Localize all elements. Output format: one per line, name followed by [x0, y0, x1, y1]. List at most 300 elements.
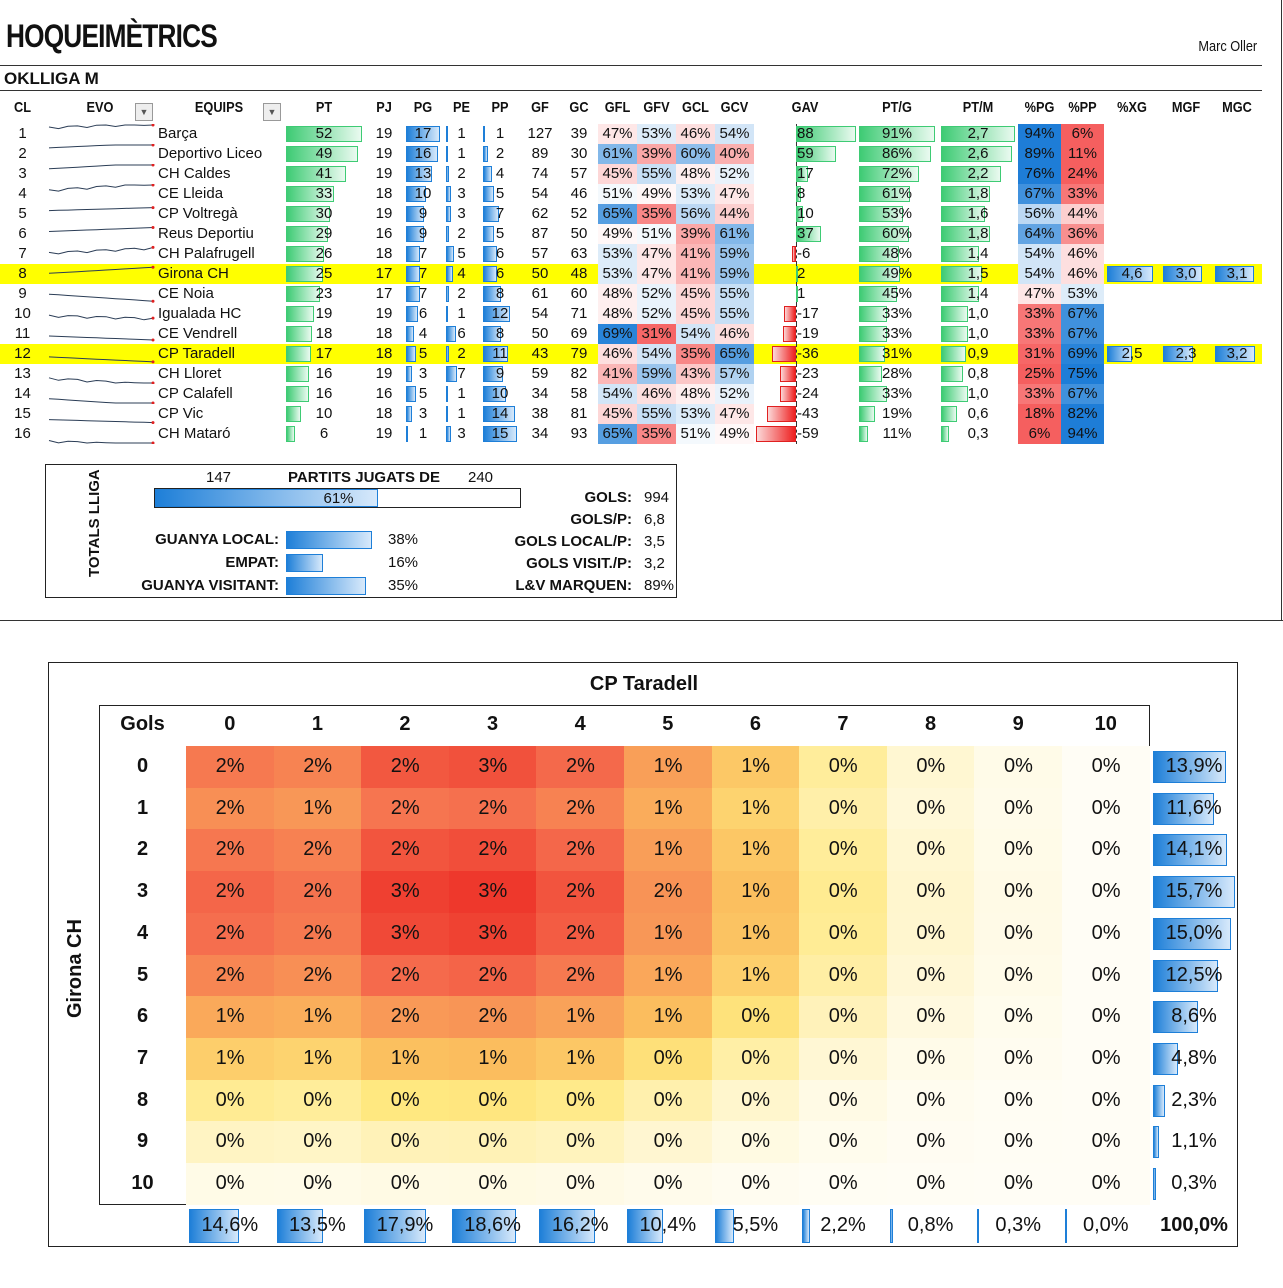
heatmap-cell: 1%: [624, 955, 712, 997]
heatmap-cell: 0%: [799, 1163, 887, 1205]
column-header-gcl[interactable]: GCL: [682, 99, 709, 116]
column-header-pp[interactable]: %PP: [1068, 99, 1097, 116]
losses: [480, 184, 520, 204]
team-name[interactable]: Reus Deportiu: [158, 225, 254, 242]
draws-value: 1: [457, 145, 466, 162]
goal-difference-bar: [780, 386, 796, 402]
heatmap-cell: 0%: [799, 829, 887, 871]
points-value: 19: [315, 305, 333, 322]
column-header-cl[interactable]: CL: [14, 99, 31, 116]
points-per-game: [856, 184, 938, 204]
draws: [443, 424, 480, 444]
col-total-value: 18,6%: [464, 1213, 521, 1236]
points-per-game-value: 53%: [881, 205, 913, 222]
heatmap-cell: 0%: [361, 1163, 449, 1205]
draws: [443, 204, 480, 224]
played: 16: [375, 385, 393, 402]
points-per-game-bar: [859, 366, 882, 382]
draw-value: 16%: [388, 554, 419, 571]
points: [283, 164, 365, 184]
played: 19: [375, 205, 393, 222]
equips-filter-dropdown[interactable]: ▼: [263, 103, 281, 121]
column-header-gfv[interactable]: GFV: [643, 99, 670, 116]
column-header-gcv[interactable]: GCV: [720, 99, 749, 116]
losses-bar: [483, 226, 494, 242]
played: 19: [375, 305, 393, 322]
home-goals-for-pct: 41%: [598, 364, 637, 384]
row-goals-header: 1: [136, 796, 149, 819]
col-total: [1062, 1205, 1150, 1247]
col-total-value: 5,5%: [732, 1213, 779, 1236]
home-win-bar: [286, 531, 372, 549]
heatmap-cell: 0%: [887, 913, 975, 955]
heatmap-cell: 0%: [887, 1038, 975, 1080]
goal-difference-value: 37: [797, 225, 814, 242]
team-name[interactable]: Barça: [158, 125, 198, 142]
points: [283, 124, 365, 144]
wins-value: 13: [414, 165, 432, 182]
points-per-match-bar: [941, 386, 968, 402]
draws: [443, 224, 480, 244]
points: [283, 344, 365, 364]
goal-difference: [754, 304, 856, 324]
draws-bar: [446, 226, 449, 242]
heatmap-cell: 1%: [536, 1038, 624, 1080]
avg-goals-for: [1160, 344, 1212, 364]
loss-pct: 6%: [1061, 124, 1104, 144]
team-name[interactable]: Igualada HC: [158, 305, 242, 322]
goals-against: 93: [570, 425, 588, 442]
wins-value: 7: [418, 245, 428, 262]
draws-bar: [446, 346, 449, 362]
loss-pct: 69%: [1061, 344, 1104, 364]
losses-value: 9: [495, 365, 505, 382]
goal-difference: [754, 424, 856, 444]
points-per-game: [856, 304, 938, 324]
points-per-match: [938, 224, 1018, 244]
column-header-mgc[interactable]: MGC: [1222, 99, 1252, 116]
wins: [403, 364, 443, 384]
points-per-match: [938, 424, 1018, 444]
column-header-gfl[interactable]: GFL: [604, 99, 631, 116]
points-value: 10: [315, 405, 333, 422]
win-pct: 67%: [1018, 184, 1061, 204]
away-goals-for-pct: 39%: [637, 144, 676, 164]
column-header-gf[interactable]: GF: [531, 99, 549, 116]
draw-label: EMPAT:: [225, 554, 279, 571]
away-goals-against-pct: 57%: [715, 364, 754, 384]
losses-value: 2: [495, 145, 505, 162]
win-pct: 33%: [1018, 304, 1061, 324]
goals-for: 34: [531, 425, 549, 442]
col-total-value: 2,2%: [820, 1213, 866, 1236]
row-total: [1152, 1038, 1236, 1080]
author: Marc Oller: [1198, 38, 1257, 55]
column-header-ptm[interactable]: PT/M: [962, 99, 994, 116]
stat-value: 994: [644, 489, 670, 506]
points-per-match-value: 1,5: [967, 265, 989, 282]
draws: [443, 284, 480, 304]
column-header-pt[interactable]: PT: [315, 99, 333, 116]
points-per-game-value: 33%: [881, 385, 913, 402]
evolution-sparkline: [45, 324, 155, 344]
heatmap-cell: 0%: [712, 1121, 800, 1163]
table-row: [0, 404, 1262, 424]
evo-filter-dropdown[interactable]: ▼: [135, 103, 153, 121]
team-name[interactable]: CP Calafell: [158, 385, 233, 402]
heatmap-cell: 0%: [712, 1080, 800, 1122]
heatmap-cell: 2%: [186, 829, 274, 871]
col-total-value: 14,6%: [201, 1213, 259, 1236]
heatmap-cell: 0%: [1062, 955, 1150, 997]
col-total-value: 13,5%: [289, 1213, 346, 1236]
row-total-value: 4,8%: [1171, 1046, 1217, 1069]
wins: [403, 384, 443, 404]
goal-difference: [754, 144, 856, 164]
wins-value: 4: [418, 325, 428, 342]
heatmap-cell: 2%: [274, 746, 362, 788]
home-goals-against-pct: 46%: [676, 124, 715, 144]
heatmap-cell: 0%: [1062, 1121, 1150, 1163]
losses: [480, 364, 520, 384]
points-per-game-value: 28%: [881, 365, 913, 382]
draws-bar: [446, 186, 451, 202]
evolution-sparkline: [45, 424, 155, 444]
heatmap-cell: 0%: [887, 829, 975, 871]
points-per-match-value: 2,7: [967, 125, 989, 142]
points-bar: [286, 326, 312, 342]
wins: [403, 144, 443, 164]
points-per-match-value: 0,9: [967, 345, 989, 362]
draws-value: 2: [457, 345, 466, 362]
row-total: [1152, 913, 1236, 955]
stat-value: 89%: [644, 577, 675, 594]
heatmap-cell: 0%: [1062, 996, 1150, 1038]
wins-value: 3: [418, 365, 428, 382]
goals-for: 50: [531, 325, 549, 342]
points-per-match: [938, 144, 1018, 164]
points-per-game-value: 33%: [881, 305, 913, 322]
evolution-sparkline: [45, 124, 155, 144]
points-per-match-value: 1,8: [967, 185, 989, 202]
team-name[interactable]: CP Vic: [158, 405, 204, 422]
rank: 15: [14, 405, 31, 422]
wins: [403, 324, 443, 344]
panel-border: [0, 620, 1283, 621]
heatmap-cell: 0%: [186, 1121, 274, 1163]
wins-bar: [406, 266, 420, 282]
points-per-match-value: 1,6: [967, 205, 989, 222]
points: [283, 224, 365, 244]
table-row: [0, 364, 1262, 384]
points: [283, 364, 365, 384]
stat-value: 3,2: [644, 555, 665, 572]
points-per-game-value: 45%: [881, 285, 913, 302]
home-goals-against-pct: 43%: [676, 364, 715, 384]
points: [283, 204, 365, 224]
heatmap-cell: 0%: [887, 1121, 975, 1163]
team-name[interactable]: CE Lleida: [158, 185, 224, 202]
goal-difference-bar: [784, 306, 796, 322]
col-total-bar: [977, 1209, 979, 1243]
draws: [443, 304, 480, 324]
avg-goals-against-value: 3,1: [1226, 265, 1248, 282]
column-header-xg[interactable]: %XG: [1117, 99, 1147, 116]
wins-value: 16: [414, 145, 432, 162]
points-value: 18: [315, 325, 333, 342]
rank: 9: [18, 285, 27, 302]
away-goals-against-pct: 59%: [715, 264, 754, 284]
away-goals-for-pct: 53%: [637, 124, 676, 144]
points-per-match: [938, 324, 1018, 344]
table-row: [0, 344, 1262, 364]
column-header-pe[interactable]: PE: [452, 99, 470, 116]
points-value: 26: [315, 245, 333, 262]
points-per-match: [938, 304, 1018, 324]
heatmap-cell: 2%: [361, 788, 449, 830]
evolution-sparkline: [45, 184, 155, 204]
heatmap-cell: 2%: [536, 913, 624, 955]
points-bar: [286, 346, 311, 362]
goals-for: 127: [527, 125, 553, 142]
wins-bar: [406, 246, 420, 262]
table-row: [0, 424, 1262, 444]
rank: 3: [18, 165, 27, 182]
column-header-evo[interactable]: EVO: [86, 99, 114, 116]
matches-label: PARTITS JUGATS DE: [288, 469, 440, 486]
goals-against: 60: [570, 285, 588, 302]
losses-bar: [483, 186, 494, 202]
win-pct: 33%: [1018, 384, 1061, 404]
losses: [480, 324, 520, 344]
column-header-mgf[interactable]: MGF: [1171, 99, 1201, 116]
heatmap-corner-label: Gols: [120, 713, 165, 736]
team-name[interactable]: Deportivo Liceo: [158, 145, 263, 162]
heatmap-cell: 0%: [799, 1038, 887, 1080]
away-goals-against-pct: 52%: [715, 384, 754, 404]
home-goals-against-pct: 39%: [676, 224, 715, 244]
goal-difference: [754, 364, 856, 384]
goals-against: 71: [570, 305, 588, 322]
column-header-pg[interactable]: PG: [413, 99, 433, 116]
losses-value: 15: [491, 425, 509, 442]
progress-label: 61%: [323, 490, 354, 507]
heatmap-cell: 1%: [624, 829, 712, 871]
row-total-value: 15,0%: [1165, 921, 1223, 944]
draws-bar: [446, 206, 451, 222]
win-pct: 76%: [1018, 164, 1061, 184]
draws-bar: [446, 166, 449, 182]
points-per-match-value: 2,6: [967, 145, 989, 162]
points-per-game: [856, 404, 938, 424]
col-total-value: 0,8%: [907, 1213, 954, 1236]
column-header-pj[interactable]: PJ: [376, 99, 392, 116]
rank: 6: [18, 225, 27, 242]
home-win-value: 38%: [388, 531, 419, 548]
wins: [403, 164, 443, 184]
team-name[interactable]: CE Noia: [158, 285, 214, 302]
wins-bar: [406, 286, 420, 302]
column-header-equips[interactable]: EQUIPS: [194, 99, 244, 116]
points-per-game-value: 60%: [881, 225, 913, 242]
points-per-match: [938, 384, 1018, 404]
draws-bar: [446, 286, 449, 302]
heatmap-cell: 0%: [624, 1163, 712, 1205]
points-per-game: [856, 364, 938, 384]
heatmap-cell: 0%: [274, 1163, 362, 1205]
home-goals-for-pct: 45%: [598, 164, 637, 184]
heatmap-cell: 1%: [361, 1038, 449, 1080]
goal-difference: [754, 404, 856, 424]
losses-value: 5: [495, 225, 505, 242]
goals-against: 79: [570, 345, 588, 362]
losses: [480, 224, 520, 244]
heatmap-cell: 0%: [1062, 1080, 1150, 1122]
heatmap-cell: 0%: [624, 1121, 712, 1163]
points-per-game: [856, 144, 938, 164]
avg-goals-for-value: 2,3: [1175, 345, 1197, 362]
heatmap-cell: 2%: [536, 788, 624, 830]
losses-value: 8: [495, 325, 505, 342]
draws-value: 2: [457, 285, 466, 302]
away-win-bar: [286, 577, 366, 595]
points-value: 52: [315, 125, 333, 142]
away-goals-against-pct: 54%: [715, 124, 754, 144]
column-header-ptg[interactable]: PT/G: [882, 99, 912, 116]
points-bar: [286, 426, 295, 442]
points-per-match: [938, 404, 1018, 424]
team-name[interactable]: CE Vendrell: [158, 325, 238, 342]
team-name[interactable]: Girona CH: [158, 265, 229, 282]
points-value: 17: [315, 345, 333, 362]
points-per-game: [856, 244, 938, 264]
loss-pct: 82%: [1061, 404, 1104, 424]
win-pct: 47%: [1018, 284, 1061, 304]
home-goals-against-pct: 56%: [676, 204, 715, 224]
heatmap-cell: 3%: [449, 746, 537, 788]
draws: [443, 324, 480, 344]
home-goals-for-pct: 53%: [598, 264, 637, 284]
column-header-gc[interactable]: GC: [569, 99, 589, 116]
points: [283, 404, 365, 424]
goals-for: 50: [531, 265, 549, 282]
wins: [403, 124, 443, 144]
points-per-match: [938, 124, 1018, 144]
heatmap-cell: 3%: [361, 913, 449, 955]
draws-value: 6: [457, 325, 466, 342]
wins: [403, 344, 443, 364]
points-per-match-value: 0,3: [967, 425, 989, 442]
points-value: 25: [315, 265, 333, 282]
heatmap-cell: 0%: [974, 1038, 1062, 1080]
points-per-match-value: 1,4: [967, 285, 989, 302]
goals-for: 57: [531, 245, 549, 262]
col-total-value: 16,2%: [551, 1213, 609, 1236]
heatmap-cell: 0%: [186, 1080, 274, 1122]
points: [283, 144, 365, 164]
loss-pct: 67%: [1061, 304, 1104, 324]
heatmap-cell: 0%: [536, 1121, 624, 1163]
column-header-pp[interactable]: PP: [491, 99, 509, 116]
points-bar: [286, 406, 301, 422]
goal-difference-bar: [767, 406, 796, 422]
heatmap-cell: 0%: [624, 1080, 712, 1122]
loss-pct: 24%: [1061, 164, 1104, 184]
points-per-game-value: 61%: [881, 185, 913, 202]
points-per-game-value: 91%: [881, 125, 913, 142]
win-pct: 18%: [1018, 404, 1061, 424]
col-goals-header: 5: [662, 713, 674, 736]
team-name[interactable]: CH Palafrugell: [158, 245, 255, 262]
column-header-gav[interactable]: GAV: [791, 99, 819, 116]
loss-pct: 33%: [1061, 184, 1104, 204]
team-name[interactable]: CP Voltregà: [158, 205, 238, 222]
loss-pct: 94%: [1061, 424, 1104, 444]
rank: 14: [14, 385, 31, 402]
heatmap-cell: 1%: [274, 1038, 362, 1080]
loss-pct: 67%: [1061, 384, 1104, 404]
rank: 5: [18, 205, 27, 222]
wins-bar: [406, 306, 418, 322]
col-goals-header: 8: [925, 713, 937, 736]
loss-pct: 11%: [1061, 144, 1104, 164]
points-per-game-bar: [859, 406, 875, 422]
row-total: [1152, 871, 1236, 913]
row-total: [1152, 829, 1236, 871]
team-name[interactable]: CH Mataró: [158, 425, 231, 442]
table-row: [0, 204, 1262, 224]
heatmap-cell: 0%: [974, 788, 1062, 830]
rank: 12: [14, 345, 31, 362]
heatmap-cell: 0%: [799, 1080, 887, 1122]
points-per-match-value: 2,2: [967, 165, 989, 182]
draws-bar: [446, 326, 456, 342]
heatmap-cell: 2%: [186, 871, 274, 913]
evolution-sparkline: [45, 244, 155, 264]
points-per-game: [856, 284, 938, 304]
goals-for: 34: [531, 385, 549, 402]
win-pct: 89%: [1018, 144, 1061, 164]
draws-bar: [446, 366, 457, 382]
heatmap-cell: 1%: [712, 746, 800, 788]
team-name[interactable]: CH Caldes: [158, 165, 231, 182]
team-name[interactable]: CP Taradell: [158, 345, 235, 362]
draws-bar: [446, 306, 448, 322]
heatmap-cell: 0%: [887, 955, 975, 997]
team-name[interactable]: CH Lloret: [158, 365, 222, 382]
heatmap-cell: 0%: [799, 996, 887, 1038]
row-goals-header: 8: [136, 1088, 149, 1111]
heatmap-cell: 0%: [449, 1121, 537, 1163]
home-goals-against-pct: 53%: [676, 404, 715, 424]
heatmap-cell: 2%: [361, 829, 449, 871]
away-goals-for-pct: 47%: [637, 264, 676, 284]
home-goals-against-pct: 41%: [676, 264, 715, 284]
col-total-value: 10,4%: [639, 1213, 697, 1236]
heatmap-cell: 0%: [974, 1163, 1062, 1205]
column-header-pg[interactable]: %PG: [1024, 99, 1055, 116]
heatmap-cell: 0%: [274, 1080, 362, 1122]
heatmap-cell: 0%: [887, 871, 975, 913]
goals-for: 61: [531, 285, 549, 302]
goal-difference-bar: [783, 326, 796, 342]
away-goals-against-pct: 59%: [715, 244, 754, 264]
heatmap-cell: 1%: [712, 955, 800, 997]
points-per-match-value: 1,0: [967, 305, 989, 322]
table-row: [0, 224, 1262, 244]
wins-value: 7: [418, 285, 428, 302]
losses: [480, 264, 520, 284]
